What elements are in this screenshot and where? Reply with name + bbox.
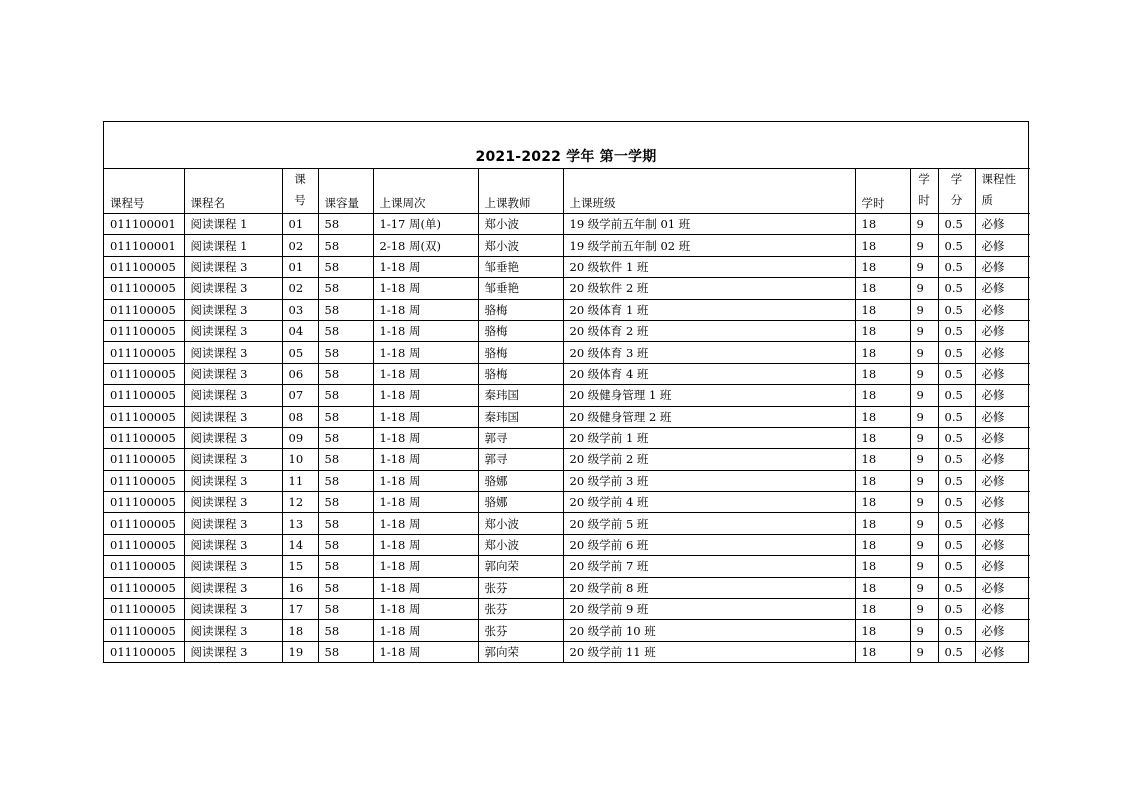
table-row (104, 214, 1030, 235)
teacher-cell: 郑小波 (478, 235, 563, 256)
nature-cell: 必修 (975, 470, 1030, 491)
nature-cell: 必修 (975, 406, 1030, 427)
course-id-cell: 011100005 (104, 534, 184, 555)
classes-cell: 20 级学前 10 班 (563, 620, 855, 641)
period-cell: 9 (910, 427, 938, 448)
section-cell: 15 (282, 556, 318, 577)
course-name-cell: 阅读课程 3 (184, 513, 282, 534)
nature-cell: 必修 (975, 342, 1030, 363)
header-nature-line2: 质 (981, 193, 993, 207)
table-row (104, 278, 1030, 299)
weeks-cell: 1-18 周 (373, 427, 478, 448)
period-cell: 9 (910, 214, 938, 235)
course-name-cell: 阅读课程 3 (184, 385, 282, 406)
hours-cell: 18 (855, 534, 910, 555)
teacher-cell: 张芬 (478, 620, 563, 641)
classes-cell: 20 级学前 7 班 (563, 556, 855, 577)
section-cell: 03 (282, 299, 318, 320)
classes-cell: 20 级健身管理 1 班 (563, 385, 855, 406)
nature-cell: 必修 (975, 449, 1030, 470)
table-row (104, 577, 1030, 598)
course-name-cell: 阅读课程 3 (184, 470, 282, 491)
credit-cell: 0.5 (938, 513, 975, 534)
table-row (104, 385, 1030, 406)
period-cell: 9 (910, 641, 938, 662)
classes-cell: 20 级学前 1 班 (563, 427, 855, 448)
period-cell: 9 (910, 278, 938, 299)
header-weeks: 上课周次 (373, 169, 478, 214)
teacher-cell: 张芬 (478, 599, 563, 620)
period-cell: 9 (910, 320, 938, 341)
teacher-cell: 骆梅 (478, 363, 563, 384)
course-id-cell: 011100005 (104, 427, 184, 448)
credit-cell: 0.5 (938, 256, 975, 277)
table-row (104, 513, 1030, 534)
course-name-cell: 阅读课程 3 (184, 406, 282, 427)
period-cell: 9 (910, 620, 938, 641)
capacity-cell: 58 (318, 641, 373, 662)
header-classes: 上课班级 (563, 169, 855, 214)
header-period-line1: 学 (918, 172, 930, 186)
nature-cell: 必修 (975, 577, 1030, 598)
nature-cell: 必修 (975, 278, 1030, 299)
period-cell: 9 (910, 599, 938, 620)
hours-cell: 18 (855, 214, 910, 235)
course-name-cell: 阅读课程 3 (184, 320, 282, 341)
weeks-cell: 1-18 周 (373, 385, 478, 406)
hours-cell: 18 (855, 299, 910, 320)
teacher-cell: 郭向荣 (478, 556, 563, 577)
capacity-cell: 58 (318, 256, 373, 277)
teacher-cell: 郭寻 (478, 427, 563, 448)
nature-cell: 必修 (975, 641, 1030, 662)
header-hours: 学时 (855, 169, 910, 214)
nature-cell: 必修 (975, 556, 1030, 577)
nature-cell: 必修 (975, 299, 1030, 320)
section-cell: 10 (282, 449, 318, 470)
course-name-cell: 阅读课程 3 (184, 641, 282, 662)
capacity-cell: 58 (318, 470, 373, 491)
classes-cell: 20 级软件 2 班 (563, 278, 855, 299)
hours-cell: 18 (855, 513, 910, 534)
period-cell: 9 (910, 449, 938, 470)
classes-cell: 20 级体育 2 班 (563, 320, 855, 341)
teacher-cell: 郑小波 (478, 534, 563, 555)
weeks-cell: 1-18 周 (373, 641, 478, 662)
section-cell: 18 (282, 620, 318, 641)
nature-cell: 必修 (975, 427, 1030, 448)
weeks-cell: 1-18 周 (373, 363, 478, 384)
course-id-cell: 011100005 (104, 385, 184, 406)
classes-cell: 20 级学前 9 班 (563, 599, 855, 620)
classes-cell: 20 级学前 3 班 (563, 470, 855, 491)
nature-cell: 必修 (975, 513, 1030, 534)
table-row (104, 235, 1030, 256)
weeks-cell: 1-18 周 (373, 470, 478, 491)
section-cell: 16 (282, 577, 318, 598)
classes-cell: 20 级学前 8 班 (563, 577, 855, 598)
hours-cell: 18 (855, 256, 910, 277)
hours-cell: 18 (855, 363, 910, 384)
teacher-cell: 秦玮国 (478, 385, 563, 406)
classes-cell: 20 级学前 6 班 (563, 534, 855, 555)
period-cell: 9 (910, 342, 938, 363)
classes-cell: 20 级学前 5 班 (563, 513, 855, 534)
weeks-cell: 1-18 周 (373, 556, 478, 577)
classes-cell: 19 级学前五年制 02 班 (563, 235, 855, 256)
hours-cell: 18 (855, 449, 910, 470)
credit-cell: 0.5 (938, 599, 975, 620)
table-row (104, 599, 1030, 620)
table-row (104, 406, 1030, 427)
capacity-cell: 58 (318, 385, 373, 406)
hours-cell: 18 (855, 556, 910, 577)
capacity-cell: 58 (318, 513, 373, 534)
header-capacity: 课容量 (318, 169, 373, 214)
credit-cell: 0.5 (938, 534, 975, 555)
table-row (104, 320, 1030, 341)
weeks-cell: 1-18 周 (373, 577, 478, 598)
table-row (104, 299, 1030, 320)
capacity-cell: 58 (318, 235, 373, 256)
credit-cell: 0.5 (938, 235, 975, 256)
page-title: 2021-2022 学年 第一学期 (475, 149, 657, 165)
credit-cell: 0.5 (938, 299, 975, 320)
section-cell: 08 (282, 406, 318, 427)
hours-cell: 18 (855, 599, 910, 620)
teacher-cell: 邹垂艳 (478, 256, 563, 277)
section-cell: 09 (282, 427, 318, 448)
table-body (104, 214, 1030, 663)
course-id-cell: 011100005 (104, 492, 184, 513)
credit-cell: 0.5 (938, 492, 975, 513)
nature-cell: 必修 (975, 235, 1030, 256)
capacity-cell: 58 (318, 406, 373, 427)
weeks-cell: 1-18 周 (373, 299, 478, 320)
table-row (104, 449, 1030, 470)
course-id-cell: 011100001 (104, 214, 184, 235)
teacher-cell: 骆梅 (478, 320, 563, 341)
capacity-cell: 58 (318, 299, 373, 320)
course-name-cell: 阅读课程 3 (184, 599, 282, 620)
credit-cell: 0.5 (938, 449, 975, 470)
section-cell: 14 (282, 534, 318, 555)
header-section-line1: 课 (294, 172, 306, 186)
weeks-cell: 1-18 周 (373, 449, 478, 470)
nature-cell: 必修 (975, 320, 1030, 341)
capacity-cell: 58 (318, 363, 373, 384)
course-name-cell: 阅读课程 3 (184, 534, 282, 555)
header-credit-line2: 分 (950, 193, 963, 207)
capacity-cell: 58 (318, 449, 373, 470)
period-cell: 9 (910, 235, 938, 256)
course-id-cell: 011100005 (104, 278, 184, 299)
course-name-cell: 阅读课程 3 (184, 278, 282, 299)
course-id-cell: 011100005 (104, 256, 184, 277)
table-row (104, 256, 1030, 277)
table-row (104, 620, 1030, 641)
course-id-cell: 011100005 (104, 470, 184, 491)
course-name-cell: 阅读课程 3 (184, 556, 282, 577)
classes-cell: 20 级体育 1 班 (563, 299, 855, 320)
weeks-cell: 1-18 周 (373, 342, 478, 363)
course-name-cell: 阅读课程 1 (184, 235, 282, 256)
credit-cell: 0.5 (938, 556, 975, 577)
capacity-cell: 58 (318, 427, 373, 448)
weeks-cell: 1-18 周 (373, 320, 478, 341)
course-id-cell: 011100005 (104, 299, 184, 320)
header-credit (938, 169, 975, 214)
course-name-cell: 阅读课程 3 (184, 342, 282, 363)
section-cell: 12 (282, 492, 318, 513)
table-row (104, 556, 1030, 577)
capacity-cell: 58 (318, 320, 373, 341)
hours-cell: 18 (855, 492, 910, 513)
credit-cell: 0.5 (938, 577, 975, 598)
weeks-cell: 1-18 周 (373, 620, 478, 641)
table-row (104, 427, 1030, 448)
section-cell: 01 (282, 214, 318, 235)
teacher-cell: 张芬 (478, 577, 563, 598)
credit-cell: 0.5 (938, 342, 975, 363)
capacity-cell: 58 (318, 492, 373, 513)
weeks-cell: 1-18 周 (373, 256, 478, 277)
table-row (104, 342, 1030, 363)
credit-cell: 0.5 (938, 406, 975, 427)
section-cell: 13 (282, 513, 318, 534)
capacity-cell: 58 (318, 599, 373, 620)
hours-cell: 18 (855, 470, 910, 491)
section-cell: 17 (282, 599, 318, 620)
title-area (104, 122, 1028, 168)
course-name-cell: 阅读课程 3 (184, 427, 282, 448)
teacher-cell: 郑小波 (478, 214, 563, 235)
weeks-cell: 1-18 周 (373, 513, 478, 534)
course-id-cell: 011100005 (104, 513, 184, 534)
period-cell: 9 (910, 492, 938, 513)
section-cell: 02 (282, 278, 318, 299)
teacher-cell: 邹垂艳 (478, 278, 563, 299)
header-teacher: 上课教师 (478, 169, 563, 214)
header-period (910, 169, 938, 214)
credit-cell: 0.5 (938, 320, 975, 341)
teacher-cell: 骆娜 (478, 470, 563, 491)
teacher-cell: 郭向荣 (478, 641, 563, 662)
nature-cell: 必修 (975, 534, 1030, 555)
classes-cell: 20 级健身管理 2 班 (563, 406, 855, 427)
hours-cell: 18 (855, 620, 910, 641)
nature-cell: 必修 (975, 599, 1030, 620)
period-cell: 9 (910, 534, 938, 555)
hours-cell: 18 (855, 406, 910, 427)
hours-cell: 18 (855, 278, 910, 299)
course-id-cell: 011100001 (104, 235, 184, 256)
period-cell: 9 (910, 299, 938, 320)
section-cell: 04 (282, 320, 318, 341)
section-cell: 06 (282, 363, 318, 384)
credit-cell: 0.5 (938, 427, 975, 448)
capacity-cell: 58 (318, 556, 373, 577)
course-name-cell: 阅读课程 3 (184, 492, 282, 513)
header-course-name: 课程名 (184, 169, 282, 214)
weeks-cell: 1-17 周(单) (373, 214, 478, 235)
credit-cell: 0.5 (938, 385, 975, 406)
header-nature-line1: 课程性 (981, 172, 1016, 186)
course-name-cell: 阅读课程 3 (184, 449, 282, 470)
section-cell: 07 (282, 385, 318, 406)
header-nature (975, 169, 1030, 214)
classes-cell: 20 级软件 1 班 (563, 256, 855, 277)
schedule-sheet (103, 121, 1029, 663)
course-id-cell: 011100005 (104, 320, 184, 341)
period-cell: 9 (910, 385, 938, 406)
course-name-cell: 阅读课程 3 (184, 620, 282, 641)
section-cell: 11 (282, 470, 318, 491)
course-id-cell: 011100005 (104, 641, 184, 662)
hours-cell: 18 (855, 342, 910, 363)
teacher-cell: 骆梅 (478, 342, 563, 363)
period-cell: 9 (910, 513, 938, 534)
classes-cell: 20 级学前 2 班 (563, 449, 855, 470)
header-section-line2: 号 (294, 193, 306, 207)
course-name-cell: 阅读课程 3 (184, 577, 282, 598)
header-course-id: 课程号 (104, 169, 184, 214)
credit-cell: 0.5 (938, 620, 975, 641)
hours-cell: 18 (855, 577, 910, 598)
teacher-cell: 骆梅 (478, 299, 563, 320)
section-cell: 01 (282, 256, 318, 277)
nature-cell: 必修 (975, 492, 1030, 513)
weeks-cell: 1-18 周 (373, 599, 478, 620)
nature-cell: 必修 (975, 256, 1030, 277)
header-credit-line1: 学 (950, 172, 963, 186)
credit-cell: 0.5 (938, 641, 975, 662)
nature-cell: 必修 (975, 620, 1030, 641)
classes-cell: 19 级学前五年制 01 班 (563, 214, 855, 235)
teacher-cell: 秦玮国 (478, 406, 563, 427)
section-cell: 05 (282, 342, 318, 363)
classes-cell: 20 级学前 4 班 (563, 492, 855, 513)
period-cell: 9 (910, 256, 938, 277)
course-id-cell: 011100005 (104, 449, 184, 470)
hours-cell: 18 (855, 641, 910, 662)
nature-cell: 必修 (975, 214, 1030, 235)
table-row (104, 492, 1030, 513)
weeks-cell: 1-18 周 (373, 534, 478, 555)
nature-cell: 必修 (975, 363, 1030, 384)
course-name-cell: 阅读课程 3 (184, 363, 282, 384)
capacity-cell: 58 (318, 620, 373, 641)
weeks-cell: 2-18 周(双) (373, 235, 478, 256)
credit-cell: 0.5 (938, 278, 975, 299)
course-id-cell: 011100005 (104, 342, 184, 363)
header-period-line2: 时 (918, 193, 930, 207)
header-row (104, 169, 1030, 214)
hours-cell: 18 (855, 427, 910, 448)
capacity-cell: 58 (318, 577, 373, 598)
weeks-cell: 1-18 周 (373, 492, 478, 513)
period-cell: 9 (910, 577, 938, 598)
weeks-cell: 1-18 周 (373, 278, 478, 299)
teacher-cell: 郭寻 (478, 449, 563, 470)
table-row (104, 641, 1030, 662)
weeks-cell: 1-18 周 (373, 406, 478, 427)
capacity-cell: 58 (318, 278, 373, 299)
period-cell: 9 (910, 470, 938, 491)
period-cell: 9 (910, 406, 938, 427)
course-id-cell: 011100005 (104, 620, 184, 641)
course-name-cell: 阅读课程 3 (184, 299, 282, 320)
section-cell: 02 (282, 235, 318, 256)
course-id-cell: 011100005 (104, 577, 184, 598)
nature-cell: 必修 (975, 385, 1030, 406)
period-cell: 9 (910, 556, 938, 577)
classes-cell: 20 级学前 11 班 (563, 641, 855, 662)
course-table (104, 168, 1030, 662)
table-row (104, 363, 1030, 384)
hours-cell: 18 (855, 320, 910, 341)
credit-cell: 0.5 (938, 470, 975, 491)
teacher-cell: 骆娜 (478, 492, 563, 513)
course-name-cell: 阅读课程 3 (184, 256, 282, 277)
header-section (282, 169, 318, 214)
classes-cell: 20 级体育 3 班 (563, 342, 855, 363)
capacity-cell: 58 (318, 214, 373, 235)
period-cell: 9 (910, 363, 938, 384)
capacity-cell: 58 (318, 342, 373, 363)
course-name-cell: 阅读课程 1 (184, 214, 282, 235)
course-id-cell: 011100005 (104, 599, 184, 620)
teacher-cell: 郑小波 (478, 513, 563, 534)
credit-cell: 0.5 (938, 363, 975, 384)
course-id-cell: 011100005 (104, 556, 184, 577)
classes-cell: 20 级体育 4 班 (563, 363, 855, 384)
hours-cell: 18 (855, 385, 910, 406)
capacity-cell: 58 (318, 534, 373, 555)
table-row (104, 470, 1030, 491)
section-cell: 19 (282, 641, 318, 662)
course-id-cell: 011100005 (104, 406, 184, 427)
table-row (104, 534, 1030, 555)
credit-cell: 0.5 (938, 214, 975, 235)
hours-cell: 18 (855, 235, 910, 256)
course-id-cell: 011100005 (104, 363, 184, 384)
